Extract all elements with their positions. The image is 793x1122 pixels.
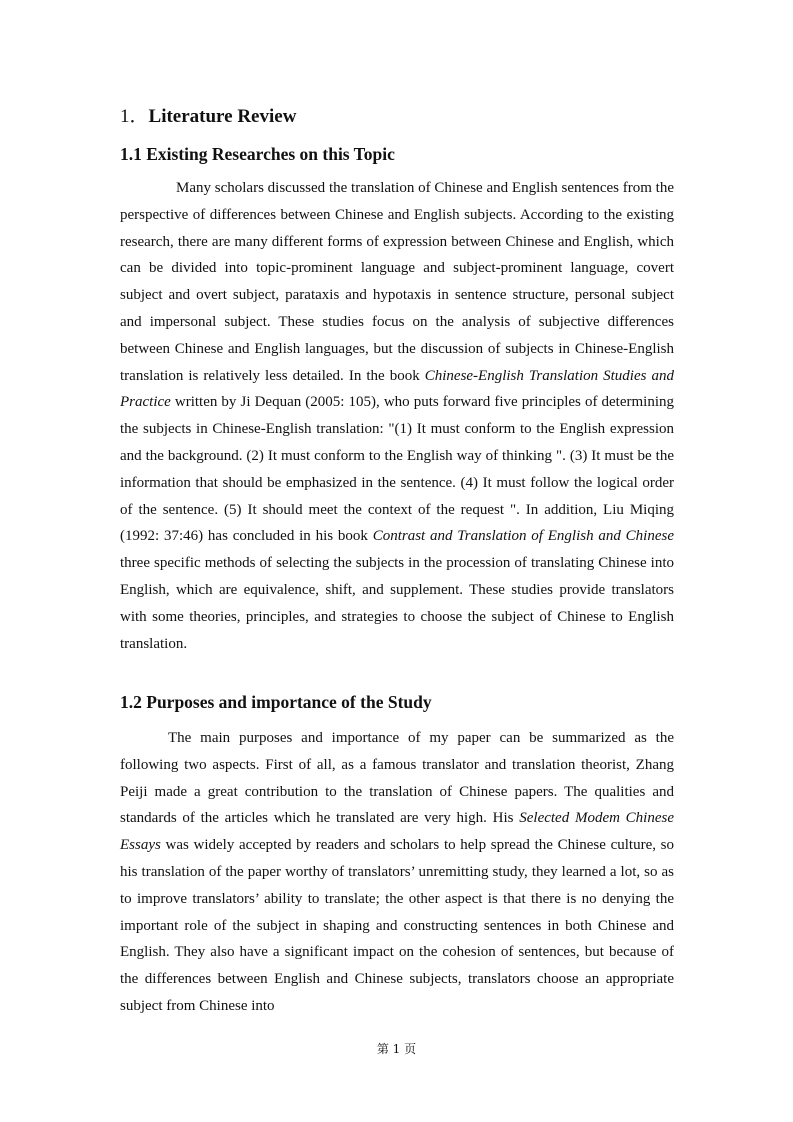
paragraph-text: The main purposes and importance of my paper can be summarized as the following two aspects. First of all, as a famous translator and translation theorist, Zhang Peiji made a great contribution to the translation of Chinese papers. The qualities and standards of the articles which he translated are very high. His — [120, 730, 674, 827]
subsection-heading-1-2: 1.2 Purposes and importance of the Study — [120, 692, 432, 712]
paragraph-text: three specific methods of selecting the subjects in the procession of translating Chinese into English, which are equivalence, shift, and supplement. These studies provide translators with some theories, principles, and strategies to choose the subject of Chinese to English translation. — [120, 555, 674, 652]
paragraph-text: Many scholars discussed the translation of Chinese and English sentences from the perspective of differences between Chinese and English subjects. According to the existing research, there are many different forms of expression between Chinese and English, which can be divided into topic-prominent language and subject-prominent language, covert subject and overt subject, parataxis and hypotaxis in sentence structure, personal subject and impersonal subject. These studies focus on the analysis of subjective differences between Chinese and English languages, but the discussion of subjects in Chinese-English translation is relatively less detailed. In the book — [120, 180, 674, 384]
section-number: 1． — [120, 106, 149, 127]
book-title: Contrast and Translation of English and Chinese — [372, 528, 674, 545]
paragraph-text: was widely accepted by readers and scholars to help spread the Chinese culture, so his translation of the paper worthy of translators’ unremitting study, they learned a lot, so as to improve translators’ ability to translate; the other aspect is that there is no denying the important role of the subject in shaping and constructing sentences in both Chinese and English. They also have a significant impact on the cohesion of sentences, but because of the differences between English and Chinese subjects, translators choose an appropriate subject from Chinese into — [120, 837, 674, 1014]
subsection-heading-1-1: 1.1 Existing Researches on this Topic — [120, 144, 395, 164]
section-heading — [120, 104, 296, 130]
paragraph-existing-research — [120, 175, 674, 657]
paragraph-purposes — [120, 725, 674, 1020]
paragraph-text: written by Ji Dequan (2005: 105), who puts forward five principles of determining the subjects in Chinese-English translation: "(1) It must conform to the English expression and the background. (2) It must conform to the English way of thinking ". (3) It must be the information that should be emphasized in the sentence. (4) It must follow the logical order of the sentence. (5) It should meet the context of the request ". In addition, Liu Miqing (1992: 37:46) has concluded in his book — [120, 394, 674, 545]
page-number-footer: 第 1 页 — [376, 1042, 417, 1056]
section-title: Literature Review — [148, 106, 297, 127]
book-title: Chinese-English Translation Studies and Practice — [120, 367, 674, 411]
book-title: Selected Modem Chinese Essays — [120, 810, 675, 854]
